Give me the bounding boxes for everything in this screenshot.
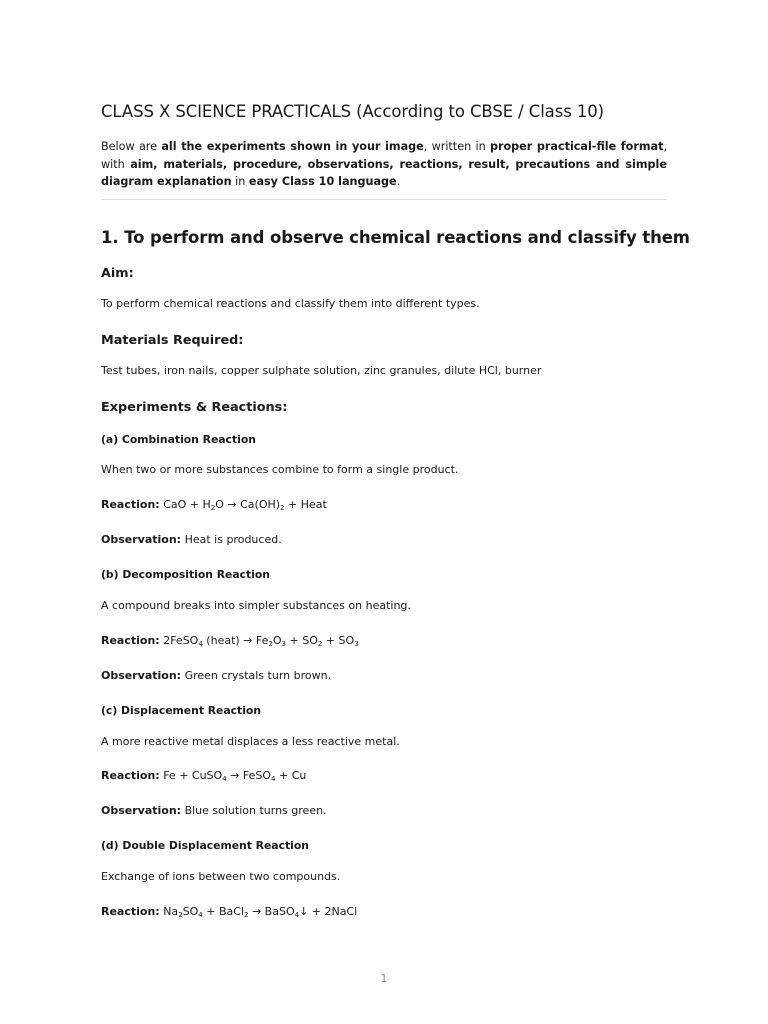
reaction-label: Reaction: [101, 498, 160, 511]
displacement-reaction-heading: (c) Displacement Reaction [101, 704, 262, 717]
combination-observation: Heat is produced. [184, 533, 282, 546]
displacement-description: A more reactive metal displaces a less reactive metal. [101, 735, 400, 748]
double-displacement-description: Exchange of ions between two compounds. [101, 870, 341, 883]
observation-label: Observation: [101, 804, 182, 817]
materials-text: Test tubes, iron nails, copper sulphate solution, zinc granules, dilute HCl, burner [101, 364, 542, 377]
combination-reaction-heading: (a) Combination Reaction [101, 433, 256, 446]
combination-equation: CaO + $H_2O \to Ca(OH)_2$ + Heat [163, 498, 327, 512]
section-divider [101, 199, 667, 200]
combination-observation-line [101, 533, 282, 546]
decomposition-observation-line [101, 669, 331, 682]
section-1-heading: 1. To perform and observe chemical reactions and classify them [101, 228, 690, 247]
decomposition-description: A compound breaks into simpler substances on heating. [101, 599, 411, 612]
combination-description: When two or more substances combine to form a single product. [101, 463, 459, 476]
reaction-label: Reaction: [101, 634, 160, 647]
observation-label: Observation: [101, 533, 182, 546]
decomposition-reaction-line [101, 634, 359, 647]
decomposition-observation: Green crystals turn brown. [184, 669, 332, 682]
decomposition-equation: 2FeSO$_4$ (heat) → $Fe_2O_3 + SO_2 + SO_3$ [163, 634, 359, 648]
displacement-observation: Blue solution turns green. [184, 804, 327, 817]
displacement-equation: Fe + CuSO$_4$ → FeSO$_4$ + Cu [163, 769, 307, 783]
displacement-observation-line [101, 804, 327, 817]
intro-paragraph: Below are all the experiments shown in your image, written in proper practical-file format, with aim, materials, procedure, observations, reactions, result, precautions and simple diagram explanation in easy Class 10 language. [101, 140, 667, 188]
double-displacement-reaction-line [101, 905, 357, 918]
combination-reaction-line [101, 498, 327, 511]
displacement-reaction-line [101, 769, 306, 782]
reaction-label: Reaction: [101, 905, 160, 918]
materials-heading: Materials Required: [101, 333, 244, 348]
aim-text: To perform chemical reactions and classify them into different types. [101, 297, 480, 310]
reaction-label: Reaction: [101, 769, 160, 782]
double-displacement-reaction-heading: (d) Double Displacement Reaction [101, 839, 309, 852]
decomposition-reaction-heading: (b) Decomposition Reaction [101, 568, 270, 581]
experiments-heading: Experiments & Reactions: [101, 400, 288, 415]
double-displacement-equation: $Na_2SO_4$ + BaCl$_2$ → BaSO$_4$↓ + 2NaCl [163, 905, 358, 919]
document-title: CLASS X SCIENCE PRACTICALS (According to CBSE / Class 10) [101, 102, 604, 121]
observation-label: Observation: [101, 669, 182, 682]
page-number: 1 [380, 972, 388, 985]
aim-heading: Aim: [101, 266, 134, 281]
